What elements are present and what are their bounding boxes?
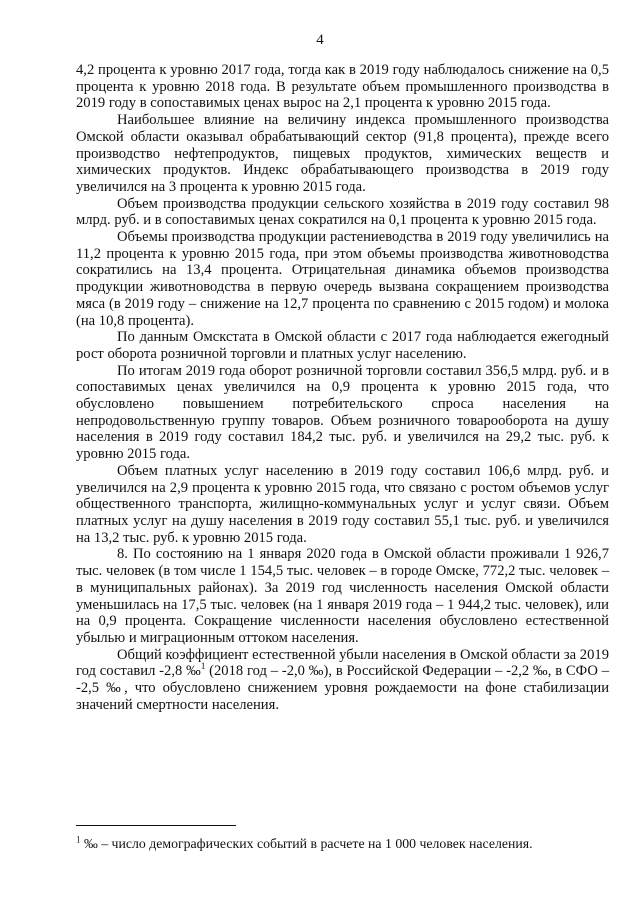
footnote [76,836,616,852]
paragraph-8: 8. По состоянию на 1 января 2020 года в Омской области проживали 1 926,7 тыс. человек (в том числе 1 154,5 тыс. человек – в городе Омске, 772,2 тыс. человек – в муниципальных районах). За 2019 год численность населения Омской области уменьшилась на 17,5 тыс. человек (на 1 января 2019 года – 1 944,2 тыс. человек), или на 0,9 процента. Сокращение численности населения обусловлено естественной убылью и миграционным оттоком населения. [76,546,609,646]
paragraph-9-part-2: (2018 год – -2,0 ‰), в Российской Федерации – -2,2 ‰, в СФО – -2,5 ‰, что обусловлено снижением уровня рождаемости на фоне стабилизации значений смертности населения. [76,663,609,713]
paragraph-9 [76,647,609,714]
paragraph-1: 4,2 процента к уровню 2017 года, тогда как в 2019 году наблюдалось снижение на 0,5 процента к уровню 2018 года. В результате объем промышленного производства в 2019 году в сопоставимых ценах вырос на 2,1 процента к уровню 2015 года. [76,62,609,112]
footnote-separator [76,825,236,826]
paragraph-3: Объем производства продукции сельского хозяйства в 2019 году составил 98 млрд. руб. и в сопоставимых ценах сократился на 0,1 процента к уровню 2015 года. [76,195,609,229]
page-number: 4 [316,32,324,48]
paragraph-7: Объем платных услуг населению в 2019 году составил 106,6 млрд. руб. и увеличился на 2,9 процента к уровню 2015 года, что связано с ростом объемов услуг общественного транспорта, жилищно-коммунальных услуг и услуг связи. Объем платных услуг на душу населения в 2019 году составил 55,1 тыс. руб. и увеличился на 13,2 тыс. руб. к уровню 2015 года. [76,462,609,546]
paragraph-9-part-1: Общий коэффициент естественной убыли населения в Омской области за 2019 год составил -2,8 ‰ [76,646,609,680]
footnote-marker: 1 [76,834,81,845]
footnote-text: ‰ – число демографических событий в расчете на 1 000 человек населения. [80,836,533,851]
paragraph-6: По итогам 2019 года оборот розничной торговли составил 356,5 млрд. руб. и в сопоставимых ценах увеличился на 0,9 процента к уровню 2015 года, что обусловлено повышением потребительского спроса населения на непродовольственную группу товаров. Объем розничного товарооборота на душу населения в 2019 году составил 184,2 тыс. руб. и увеличился на 29,2 тыс. руб. к уровню 2015 года. [76,362,609,463]
footnote-reference: 1 [200,661,206,672]
paragraph-2: Наибольшее влияние на величину индекса промышленного производства Омской области оказывал обрабатывающий сектор (91,8 процента), прежде всего производство нефтепродуктов, пищевых продуктов, химических веществ и химических продуктов. Индекс обрабатывающего производства в 2019 году увеличился на 3 процента к уровню 2015 года. [76,112,609,195]
paragraph-5: По данным Омскстата в Омской области с 2017 года наблюдается ежегодный рост оборота розничной торговли и платных услуг населению. [76,329,609,362]
paragraph-4: Объемы производства продукции растениеводства в 2019 году увеличились на 11,2 процента к уровню 2015 года, при этом объемы производства животноводства сократились на 13,4 процента. Отрицательная динамика объемов производства продукции животноводства в первую очередь вызвана сокращением производства мяса (в 2019 году – снижение на 12,7 процента по сравнению с 2015 годом) и молока (на 10,8 процента). [76,229,609,329]
body-text [76,62,609,713]
